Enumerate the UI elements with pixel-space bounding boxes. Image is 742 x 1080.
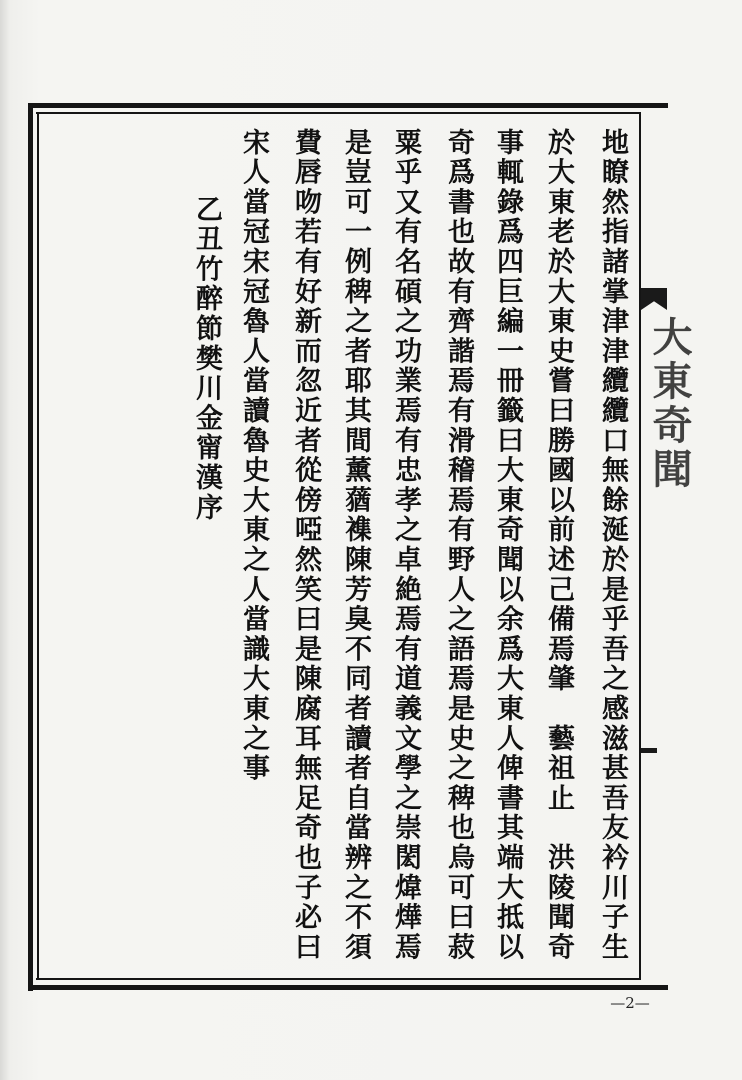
text-column-4: 奇爲書也故有齊諧焉有滑稽焉有野人之語焉是史之稗也烏可曰菽 bbox=[443, 128, 474, 963]
frame-top-thick bbox=[28, 103, 668, 108]
text-column-3: 事輒錄爲四巨編一冊籤曰大東奇聞以余爲大東人俾書其端大抵以 bbox=[492, 128, 523, 963]
frame-left-thin bbox=[37, 112, 39, 980]
text-column-2: 於大東老於大東史嘗曰勝國以前述己備焉肇 藝祖止 洪陵聞奇 bbox=[543, 128, 574, 963]
frame-left-thick bbox=[28, 103, 33, 991]
page-number: —2— bbox=[610, 994, 650, 1012]
margin-mark bbox=[641, 748, 657, 753]
margin-title: 大東奇聞 bbox=[646, 316, 693, 492]
frame-bottom-thin bbox=[36, 978, 641, 980]
fishtail-ornament bbox=[641, 288, 667, 310]
frame-bottom-thick bbox=[28, 985, 668, 990]
text-column-1: 地瞭然指諸掌津津纜纜口無餘涎於是乎吾之感滋甚吾友衿川子生 bbox=[597, 128, 628, 963]
signature-column: 乙丑竹醉節樊川金甯漢序 bbox=[191, 195, 222, 523]
text-column-8: 宋人當冠宋冠魯人當讀魯史大東之人當識大東之事 bbox=[238, 128, 269, 784]
frame-top-thin bbox=[36, 112, 641, 114]
text-column-6: 是豈可一例稗之者耶其間薰蕕襍陳芳臭不同者讀者自當辨之不須 bbox=[340, 128, 371, 963]
frame-center-divider bbox=[639, 112, 641, 980]
text-column-5: 粟乎又有名碩之功業焉有忠孝之卓絶焉有道義文學之崇閎煒燁焉 bbox=[390, 128, 421, 963]
text-column-7: 費唇吻若有好新而忽近者從傍啞然笑曰是陳腐耳無足奇也子必曰 bbox=[290, 128, 321, 963]
